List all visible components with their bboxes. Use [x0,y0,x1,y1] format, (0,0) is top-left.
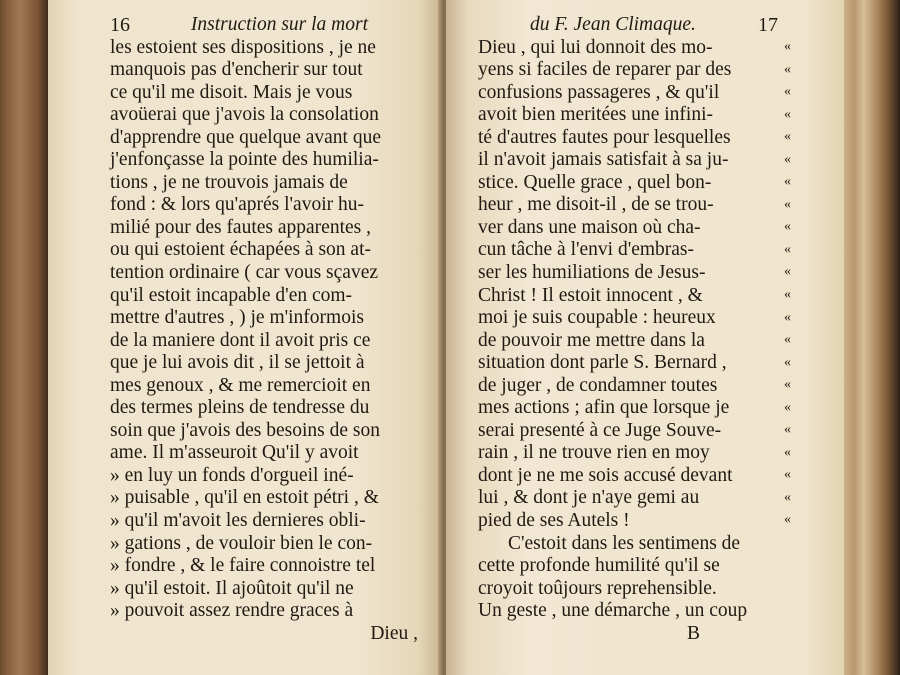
quote-mark: « [784,106,791,122]
left-running-head [110,14,428,37]
text-line: ver dans une maison où cha- [478,216,701,238]
text-line: ce qu'il me disoit. Mais je vous [110,81,353,103]
text-line: milié pour des fautes apparentes , [110,216,371,238]
text-line: j'enfonçasse la pointe des humilia- [110,149,379,171]
quote-mark: « [784,84,791,100]
text-line: » en luy un fonds d'orgueil iné- [110,464,354,486]
quote-mark: « [784,377,791,393]
text-line: confusions passageres , & qu'il [478,81,720,103]
text-line: yens si faciles de reparer par des [478,59,732,81]
text-line: Christ ! Il estoit innocent , & [478,284,703,306]
text-line: stice. Quelle grace , quel bon- [478,171,712,193]
text-line: manquois pas d'encherir sur tout [110,59,363,81]
text-line: de juger , de condamner toutes [478,374,718,396]
text-line: des termes pleins de tendresse du [110,397,370,419]
text-line: Un geste , une démarche , un coup [478,600,748,622]
quote-mark: « [784,129,791,145]
text-line: » puisable , qu'il en estoit pétri , & [110,487,379,509]
text-line: rain , il ne trouve rien en moy [478,442,710,464]
text-line: » pouvoit assez rendre graces à [110,600,354,622]
text-line: » gations , de vouloir bien le con- [110,532,373,554]
text-line: les estoient ses dispositions , je ne [110,36,376,58]
text-line: ame. Il m'asseuroit Qu'il y avoit [110,442,359,464]
quote-mark: « [784,241,791,257]
right-running-title: du F. Jean Climaque. [530,14,696,35]
quote-mark: « [784,399,791,415]
right-page [446,0,844,675]
quote-mark: « [784,61,791,77]
text-line: croyoit toûjours reprehensible. [478,577,717,599]
text-line: mes actions ; afin que lorsque je [478,397,730,419]
margin-quotation-marks [784,36,808,532]
quote-mark: « [784,174,791,190]
text-line: mettre d'autres , ) je m'informois [110,307,364,329]
quote-mark: « [784,264,791,280]
text-line: moi je suis coupable : heureux [478,307,716,329]
text-line: avoit bien meritées une infini- [478,104,714,126]
text-line: » fondre , & le faire connoistre tel [110,555,376,577]
text-line: Dieu , qui lui donnoit des mo- [478,36,713,58]
quote-mark: « [784,196,791,212]
text-line: té d'autres fautes pour lesquelles [478,126,731,148]
text-line: tions , je ne trouvois jamais de [110,171,348,193]
left-running-title: Instruction sur la mort [190,14,368,35]
quote-mark: « [784,39,791,54]
text-line: heur , me disoit-il , de se trou- [478,194,714,216]
text-line: situation dont parle S. Bernard , [478,352,727,374]
quote-mark: « [784,151,791,167]
quote-mark: « [784,354,791,370]
quote-mark: « [784,332,791,348]
left-folio: 16 [110,14,130,36]
text-line: soin que j'avois des besoins de son [110,419,380,441]
left-page [48,0,442,675]
text-line: mes genoux , & me remercioit en [110,374,371,396]
quote-mark: « [784,512,791,528]
text-line: cette profonde humilité qu'il se [478,555,720,577]
text-line: » qu'il estoit. Il ajoûtoit qu'il ne [110,577,354,599]
right-folio: 17 [758,14,778,36]
text-line: d'apprendre que quelque avant que [110,126,381,148]
catchword: Dieu , [370,622,418,644]
quote-mark: « [784,489,791,505]
quote-mark: « [784,467,791,483]
text-line: de pouvoir me mettre dans la [478,329,705,351]
text-line: avoüerai que j'avois la consolation [110,104,379,126]
text-line: de la maniere dont il avoit pris ce [110,329,371,351]
right-running-head [478,14,778,37]
text-line: qu'il estoit incapable d'en com- [110,284,353,306]
text-line: tention ordinaire ( car vous sçavez [110,262,379,284]
text-line: pied de ses Autels ! [478,510,630,532]
quote-mark: « [784,309,791,325]
left-page-text [110,14,428,645]
quote-mark: « [784,287,791,303]
text-line: ou qui estoient échapées à son at- [110,239,371,261]
right-page-text [478,14,778,645]
quote-mark: « [784,422,791,438]
text-line: cun tâche à l'envi d'embras- [478,239,695,261]
text-line: ser les humiliations de Jesus- [478,262,706,284]
signature-mark: B [686,622,700,644]
text-line: lui , & dont je n'aye gemi au [478,487,700,509]
text-line: fond : & lors qu'aprés l'avoir hu- [110,194,364,216]
text-line: dont je ne me sois accusé devant [478,464,733,486]
text-line: C'estoit dans les sentimens de [508,532,741,554]
book-fore-edge [844,0,900,675]
text-line: que je lui avois dit , il se jettoit à [110,352,365,374]
quote-mark: « [784,219,791,235]
text-line: » qu'il m'avoit les dernieres obli- [110,510,366,532]
text-line: il n'avoit jamais satisfait à sa ju- [478,149,729,171]
text-line: serai presenté à ce Juge Souve- [478,419,722,441]
quote-mark: « [784,444,791,460]
